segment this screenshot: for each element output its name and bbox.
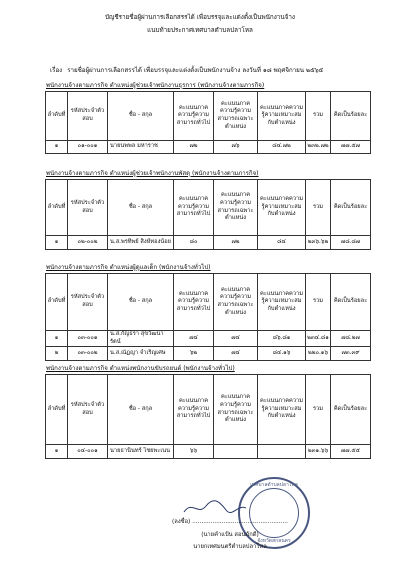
column-header-name: ชื่อ - สกุล: [108, 375, 174, 445]
column-header-exam-id: รหัสประจำตัวสอบ: [68, 92, 108, 141]
column-header-total: รวม: [306, 92, 331, 141]
cell-percent: ๗๗.๕๗: [331, 141, 371, 154]
cell-score3: ๘๖.๘๑: [258, 331, 306, 347]
cell-exam-id: ๐๔-๐๐๑: [68, 445, 108, 459]
cell-percent: ๗๘.๘๗: [331, 236, 371, 250]
cell-percent: ๗๘.๒๗: [331, 331, 371, 347]
results-table: [45, 374, 371, 459]
section-title: พนักงานจ้างตามภารกิจ ตำแหน่งผู้ช่วยเจ้าพนักงานพัสดุ (พนักงานจ้างตามภารกิจ): [46, 170, 259, 177]
cell-score1: ๖๖: [174, 445, 214, 459]
column-header-score1: คะแนนภาคความรู้ความสามารถทั่วไป: [174, 274, 214, 331]
column-header-score2: คะแนนภาคความรู้ความสามารถเฉพาะตำแหน่ง: [214, 92, 258, 141]
results-table: [45, 91, 371, 154]
table-row: [46, 236, 371, 250]
column-header-score1: คะแนนภาคความรู้ความสามารถทั่วไป: [174, 375, 214, 445]
section-title: พนักงานจ้างตามภารกิจ ตำแหน่งผู้ดูแลเด็ก (พนักงานจ้างทั่วไป): [46, 264, 211, 271]
cell-name: นายธานินทร์ ไชยพะเนน: [108, 445, 174, 459]
cell-score1: ๖๒: [174, 347, 214, 361]
table-row: [46, 347, 371, 361]
signer-name: (นายคำแป้น สอนภักดี): [201, 532, 259, 538]
cell-name: น.ส.พรทิพย์ สิงห์ทองน้อย: [108, 236, 174, 250]
column-header-percent: คิดเป็นร้อยละ: [331, 92, 371, 141]
results-table: [45, 179, 371, 250]
column-header-name: ชื่อ - สกุล: [108, 274, 174, 331]
cell-score1: ๗๒: [174, 141, 214, 154]
column-header-exam-id: รหัสประจำตัวสอบ: [68, 274, 108, 331]
table-header-row: [46, 274, 371, 331]
table-row: [46, 141, 371, 154]
cell-order: ๑: [46, 141, 68, 154]
signer-position: นายกเทศมนตรีตำบลปลาโหล: [193, 544, 267, 550]
cell-score2: ๗๔: [214, 347, 258, 361]
column-header-order: ลำดับที่: [46, 92, 68, 141]
cell-name: นายนพพล มหาราช: [108, 141, 174, 154]
table-header-row: [46, 180, 371, 236]
handwritten-signature: [180, 498, 250, 518]
column-header-score3: คะแนนภาคความรู้ความเหมาะสมกับตำแหน่ง: [258, 375, 306, 445]
cell-name: น.ส.ณัฏญา จำเริญเศษ: [108, 347, 174, 361]
cell-score3: ๘๔: [258, 236, 306, 250]
cell-exam-id: ๐๓-๐๐๒: [68, 347, 108, 361]
cell-percent: ๗๗.๕๕: [331, 445, 371, 459]
column-header-score3: คะแนนภาคความรู้ความเหมาะสมกับตำแหน่ง: [258, 92, 306, 141]
table-row: [46, 331, 371, 347]
column-header-score2: คะแนนภาคความรู้ความสามารถเฉพาะตำแหน่ง: [214, 180, 258, 236]
column-header-order: ลำดับที่: [46, 375, 68, 445]
cell-total: ๒๒๐.๑๖: [306, 347, 331, 361]
cell-score3: ๘๔.๑๖: [258, 347, 306, 361]
column-header-percent: คิดเป็นร้อยละ: [331, 375, 371, 445]
seal-text-top: เทศบาลตำบลปลาโหล: [250, 482, 298, 488]
cell-score1: ๗๔: [174, 331, 214, 347]
seal-inner-ring: [249, 488, 299, 538]
cell-score2: ๗๖: [214, 141, 258, 154]
column-header-score3: คะแนนภาคความรู้ความเหมาะสมกับตำแหน่ง: [258, 274, 306, 331]
cell-order: ๑: [46, 236, 68, 250]
cell-order: ๑: [46, 445, 68, 459]
section-title: พนักงานจ้างตามภารกิจ ตำแหน่งผู้ช่วยเจ้าพนักงานธุรการ (พนักงานจ้างตามภารกิจ): [46, 82, 265, 89]
document-title: บัญชีรายชื่อผู้ผ่านการเลือกสรรได้ เพื่อบรรจุและแต่งตั้งเป็นพนักงานจ้าง: [105, 14, 295, 21]
column-header-percent: คิดเป็นร้อยละ: [331, 180, 371, 236]
seal-text-bottom: จังหวัดสกลนคร: [257, 538, 291, 544]
cell-total: ๒๓๔.๘๑: [306, 331, 331, 347]
column-header-total: รวม: [306, 274, 331, 331]
cell-exam-id: ๐๒-๐๐๒: [68, 236, 108, 250]
column-header-order: ลำดับที่: [46, 180, 68, 236]
cell-score3: [258, 445, 306, 459]
cell-order: ๒: [46, 347, 68, 361]
column-header-exam-id: รหัสประจำตัวสอบ: [68, 375, 108, 445]
column-header-score1: คะแนนภาคความรู้ความสามารถทั่วไป: [174, 180, 214, 236]
sign-dots: ....................................................: [192, 519, 288, 525]
subject-text: รายชื่อผู้ผ่านการเลือกสรรได้ เพื่อบรรจุและแต่งตั้งเป็นพนักงานจ้าง ลงวันที่ ๑๘ พฤศจิกายน ๒๕๖๕: [67, 67, 324, 74]
section-title: พนักงานจ้างตามภารกิจ ตำแหน่งพนักงานขับรถยนต์ (พนักงานจ้างทั่วไป): [46, 365, 235, 372]
column-header-score3: คะแนนภาคความรู้ความเหมาะสมกับตำแหน่ง: [258, 180, 306, 236]
cell-score2: ๗๔: [214, 331, 258, 347]
column-header-total: รวม: [306, 375, 331, 445]
subject-label: เรื่อง: [50, 67, 63, 74]
cell-score2: [214, 445, 258, 459]
cell-score1: ๘๐: [174, 236, 214, 250]
table-header-row: [46, 92, 371, 141]
cell-total: ๒๓๖.๖๒: [306, 236, 331, 250]
cell-order: ๑: [46, 331, 68, 347]
column-header-score2: คะแนนภาคความรู้ความสามารถเฉพาะตำแหน่ง: [214, 274, 258, 331]
cell-score2: ๗๒: [214, 236, 258, 250]
column-header-score2: คะแนนภาคความรู้ความสามารถเฉพาะตำแหน่ง: [214, 375, 258, 445]
column-header-order: ลำดับที่: [46, 274, 68, 331]
sign-prefix: (ลงชื่อ): [172, 519, 191, 525]
column-header-exam-id: รหัสประจำตัวสอบ: [68, 180, 108, 236]
cell-exam-id: ๐๓-๐๐๑: [68, 331, 108, 347]
cell-name: น.ส.กัญธรา สุขวัฒนารัตน์: [108, 331, 174, 347]
column-header-score1: คะแนนภาคความรู้ความสามารถทั่วไป: [174, 92, 214, 141]
table-header-row: [46, 375, 371, 445]
results-table: [45, 273, 371, 361]
column-header-percent: คิดเป็นร้อยละ: [331, 274, 371, 331]
signature-sign-line: [150, 520, 310, 526]
subject-line: [50, 65, 323, 75]
cell-total: ๒๓๒.๗๒: [306, 141, 331, 154]
column-header-total: รวม: [306, 180, 331, 236]
column-header-name: ชื่อ - สกุล: [108, 180, 174, 236]
column-header-name: ชื่อ - สกุล: [108, 92, 174, 141]
cell-percent: ๗๓.๓๙: [331, 347, 371, 361]
table-row: [46, 445, 371, 459]
cell-exam-id: ๐๑-๐๐๑: [68, 141, 108, 154]
cell-total: ๒๓๑.๖๖: [306, 445, 331, 459]
cell-score3: ๘๔.๗๒: [258, 141, 306, 154]
document-subtitle: แนบท้ายประกาศเทศบาลตำบลปลาโหล: [147, 27, 253, 34]
